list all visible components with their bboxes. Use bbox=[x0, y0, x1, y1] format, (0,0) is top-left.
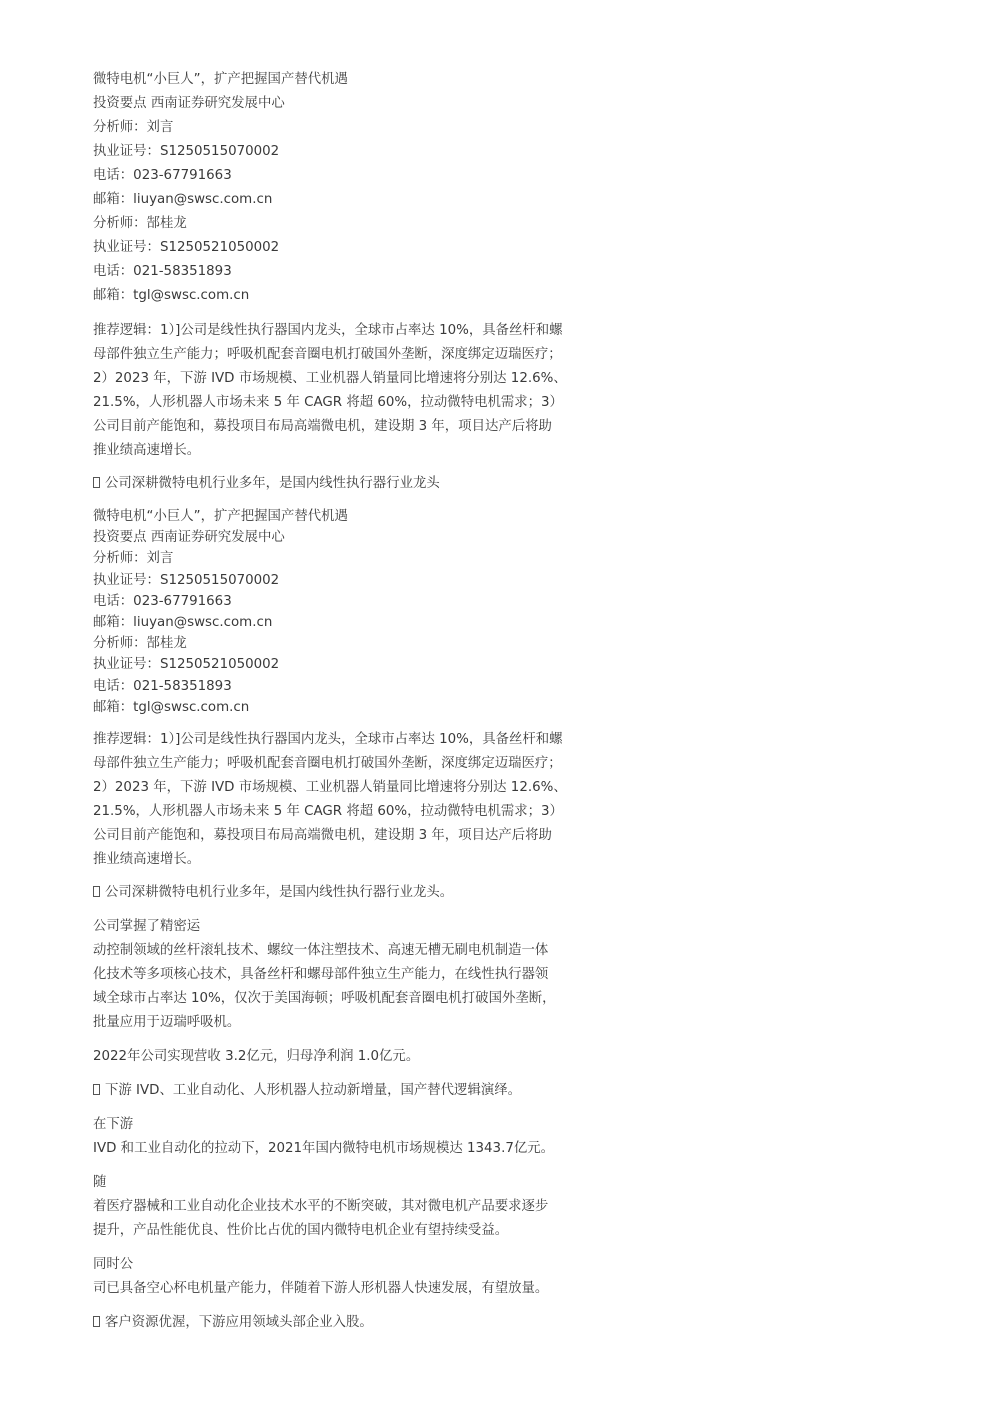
bullet-box-icon bbox=[93, 1084, 100, 1095]
downstream-heading: 在下游 bbox=[93, 1116, 134, 1132]
follow-heading: 随 bbox=[93, 1174, 107, 1190]
meanwhile-section bbox=[93, 1253, 583, 1301]
meanwhile-heading: 同时公 bbox=[93, 1256, 134, 1272]
bullet-text: 公司深耕微特电机行业多年，是国内线性执行器行业龙头。 bbox=[105, 884, 454, 900]
analyst1-email: 邮箱：liuyan@swsc.com.cn bbox=[93, 614, 273, 630]
bullet-1 bbox=[93, 472, 583, 496]
revenue-section bbox=[93, 1045, 583, 1069]
analyst1-name: 分析师：刘言 bbox=[93, 551, 174, 567]
follow-line: 着医疗器械和工业自动化企业技术水平的不断突破，其对微电机产品要求逐步 bbox=[93, 1198, 549, 1214]
tech-line: 批量应用于迈瑞呼吸机。 bbox=[93, 1014, 241, 1030]
analyst1-email: 邮箱：liuyan@swsc.com.cn bbox=[93, 192, 273, 207]
analyst1-phone: 电话：023-67791663 bbox=[93, 168, 232, 183]
downstream-body: IVD 和工业自动化的拉动下，2021年国内微特电机市场规模达 1343.7亿元。 bbox=[93, 1140, 555, 1156]
analyst1-cert: 执业证号：S1250515070002 bbox=[93, 144, 280, 159]
tech-line: 域全球市占率达 10%，仅次于美国海顿；呼吸机配套音圈电机打破国外垄断， bbox=[93, 990, 556, 1006]
header-block-2 bbox=[93, 506, 583, 718]
logic-line: 推业绩高速增长。 bbox=[93, 851, 201, 867]
logic-line: 21.5%，人形机器人市场未来 5 年 CAGR 将超 60%，拉动微特电机需求；3） bbox=[93, 395, 563, 410]
tech-line: 化技术等多项核心技术，具备丝杆和螺母部件独立生产能力，在线性执行器领 bbox=[93, 966, 549, 982]
bullet-box-icon bbox=[93, 886, 100, 897]
analyst1-name: 分析师：刘言 bbox=[93, 120, 174, 135]
analyst2-name: 分析师：郜桂龙 bbox=[93, 216, 187, 231]
downstream-section bbox=[93, 1113, 583, 1161]
revenue-text: 2022年公司实现营收 3.2亿元，归母净利润 1.0亿元。 bbox=[93, 1048, 420, 1064]
recommendation-logic-1 bbox=[93, 319, 583, 463]
analyst2-email: 邮箱：tgl@swsc.com.cn bbox=[93, 699, 250, 715]
analyst2-email: 邮箱：tgl@swsc.com.cn bbox=[93, 288, 250, 303]
report-subtitle: 投资要点 西南证券研究发展中心 bbox=[93, 96, 285, 111]
bullet-4 bbox=[93, 1311, 583, 1335]
logic-line: 公司目前产能饱和，募投项目布局高端微电机，建设期 3 年，项目达产后将助 bbox=[93, 827, 552, 843]
tech-line: 动控制领域的丝杆滚轧技术、螺纹一体注塑技术、高速无槽无刷电机制造一体 bbox=[93, 942, 549, 958]
bullet-text: 下游 IVD、工业自动化、人形机器人拉动新增量，国产替代逻辑演绎。 bbox=[105, 1082, 522, 1098]
analyst2-name: 分析师：郜桂龙 bbox=[93, 636, 187, 652]
logic-line: 母部件独立生产能力；呼吸机配套音圈电机打破国外垄断，深度绑定迈瑞医疗； bbox=[93, 755, 562, 771]
logic-line: 2）2023 年，下游 IVD 市场规模、工业机器人销量同比增速将分别达 12.6%、 bbox=[93, 371, 567, 386]
logic-line: 公司目前产能饱和，募投项目布局高端微电机，建设期 3 年，项目达产后将助 bbox=[93, 419, 552, 434]
report-page bbox=[93, 68, 583, 1335]
meanwhile-body: 司已具备空心杯电机量产能力，伴随着下游人形机器人快速发展，有望放量。 bbox=[93, 1280, 549, 1296]
bullet-box-icon bbox=[93, 477, 100, 488]
analyst1-phone: 电话：023-67791663 bbox=[93, 593, 232, 609]
report-title: 微特电机“小巨人”，扩产把握国产替代机遇 bbox=[93, 72, 348, 87]
header-block-1 bbox=[93, 68, 583, 308]
analyst2-phone: 电话：021-58351893 bbox=[93, 264, 232, 279]
report-title: 微特电机“小巨人”，扩产把握国产替代机遇 bbox=[93, 509, 348, 524]
analyst1-cert: 执业证号：S1250515070002 bbox=[93, 572, 280, 588]
follow-line: 提升，产品性能优良、性价比占优的国内微特电机企业有望持续受益。 bbox=[93, 1222, 509, 1238]
tech-heading: 公司掌握了精密运 bbox=[93, 918, 201, 934]
recommendation-logic-2 bbox=[93, 728, 583, 872]
tech-section bbox=[93, 915, 583, 1035]
bullet-text: 客户资源优渥，下游应用领域头部企业入股。 bbox=[105, 1314, 373, 1330]
logic-line: 21.5%，人形机器人市场未来 5 年 CAGR 将超 60%，拉动微特电机需求；3） bbox=[93, 803, 563, 819]
logic-line: 2）2023 年，下游 IVD 市场规模、工业机器人销量同比增速将分别达 12.6%、 bbox=[93, 779, 567, 795]
logic-line: 推荐逻辑：1）]公司是线性执行器国内龙头，全球市占率达 10%，具备丝杆和螺 bbox=[93, 731, 563, 747]
analyst2-cert: 执业证号：S1250521050002 bbox=[93, 657, 280, 673]
logic-line: 推业绩高速增长。 bbox=[93, 443, 201, 458]
bullet-text: 公司深耕微特电机行业多年，是国内线性执行器行业龙头 bbox=[105, 476, 440, 491]
logic-line: 母部件独立生产能力；呼吸机配套音圈电机打破国外垄断，深度绑定迈瑞医疗； bbox=[93, 347, 562, 362]
follow-section bbox=[93, 1171, 583, 1243]
analyst2-cert: 执业证号：S1250521050002 bbox=[93, 240, 280, 255]
analyst2-phone: 电话：021-58351893 bbox=[93, 678, 232, 694]
bullet-box-icon bbox=[93, 1316, 100, 1327]
bullet-2 bbox=[93, 881, 583, 905]
logic-line: 推荐逻辑：1）]公司是线性执行器国内龙头，全球市占率达 10%，具备丝杆和螺 bbox=[93, 323, 563, 338]
report-subtitle: 投资要点 西南证券研究发展中心 bbox=[93, 530, 285, 546]
bullet-3 bbox=[93, 1079, 583, 1103]
